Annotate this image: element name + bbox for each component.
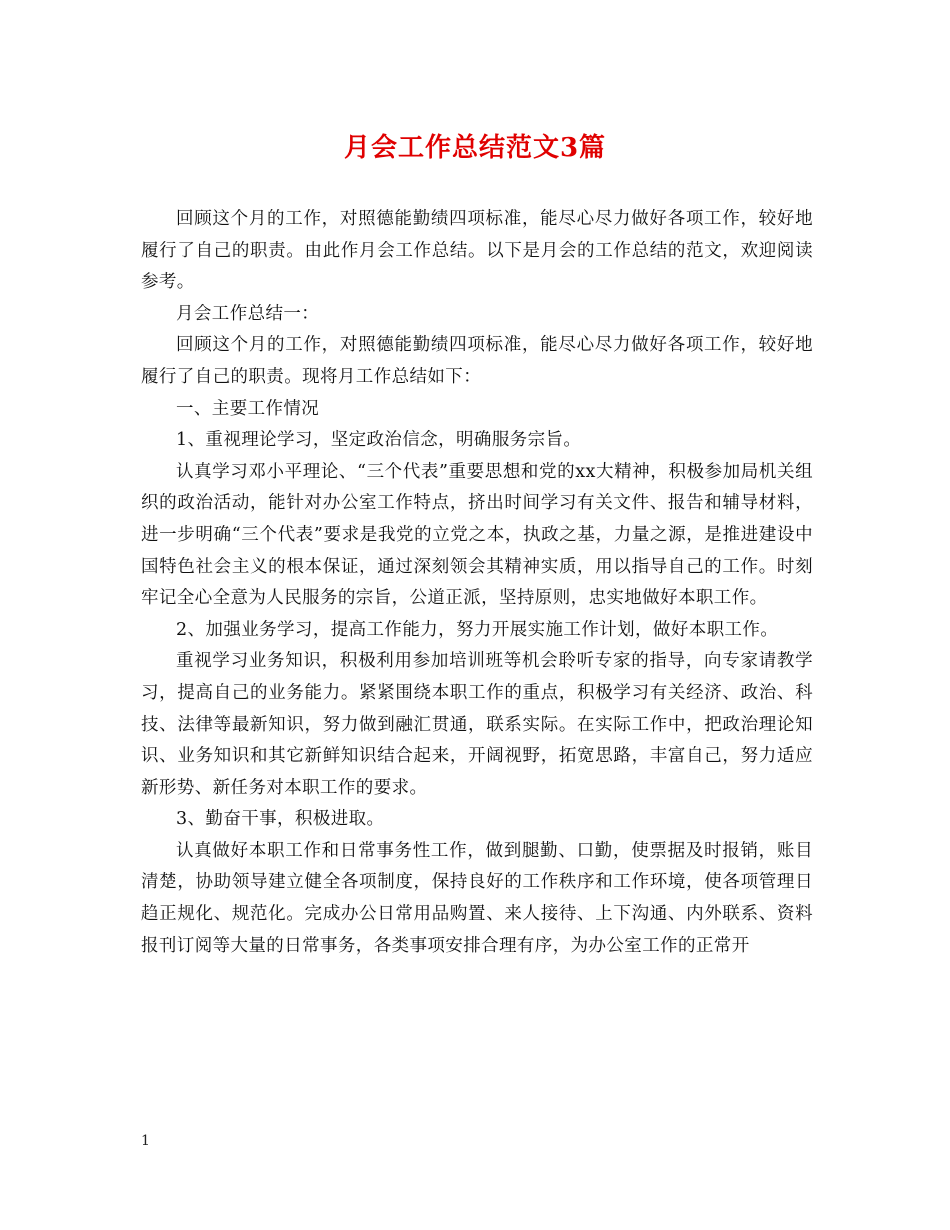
section-heading-summary-one: 月会工作总结一： xyxy=(176,303,320,324)
item-2-paragraph: 重视学习业务知识，积极利用参加培训班等机会聆听专家的指导，向专家请教学习，提高自己的业务能力。紧紧围绕本职工作的重点，积极学习有关经济、政治、科技、法律等最新知识，努力做到融汇贯通，联系实际。在实际工作中，把政治理论知识、业务知识和其它新鲜知识结合起来，开阔视野，拓宽思路，丰富自己，努力适应新形势、新任务对本职工作的要求。 xyxy=(141,651,813,798)
heading-item-2: 2、加强业务学习，提高工作能力，努力开展实施工作计划，做好本职工作。 xyxy=(176,619,779,640)
heading-main-work: 一、主要工作情况 xyxy=(176,398,320,419)
summary-one-intro-paragraph: 回顾这个月的工作，对照德能勤绩四项标准，能尽心尽力做好各项工作，较好地履行了自己的职责。现将月工作总结如下： xyxy=(141,335,813,387)
heading-item-3: 3、勤奋干事，积极进取。 xyxy=(176,809,385,830)
heading-item-1: 1、重视理论学习，坚定政治信念，明确服务宗旨。 xyxy=(176,430,582,451)
document-body xyxy=(141,204,813,962)
document-title: 月会工作总结范文3篇 xyxy=(343,133,607,163)
intro-paragraph: 回顾这个月的工作，对照德能勤绩四项标准，能尽心尽力做好各项工作，较好地履行了自己的职责。由此作月会工作总结。以下是月会的工作总结的范文，欢迎阅读参考。 xyxy=(141,209,813,293)
page-number: 1 xyxy=(141,1133,150,1149)
item-1-paragraph: 认真学习邓小平理论、“三个代表”重要思想和党的xx大精神，积极参加局机关组织的政治活动，能针对办公室工作特点，挤出时间学习有关文件、报告和辅导材料，进一步明确“三个代表”要求是我党的立党之本，执政之基，力量之源，是推进建设中国特色社会主义的根本保证，通过深刻领会其精神实质，用以指导自己的工作。时刻牢记全心全意为人民服务的宗旨，公道正派，坚持原则，忠实地做好本职工作。 xyxy=(141,461,813,609)
item-3-paragraph: 认真做好本职工作和日常事务性工作，做到腿勤、口勤，使票据及时报销，账目清楚，协助领导建立健全各项制度，保持良好的工作秩序和工作环境，使各项管理日趋正规化、规范化。完成办公日常用品购置、来人接待、上下沟通、内外联系、资料报刊订阅等大量的日常事务，各类事项安排合理有序，为办公室工作的正常开 xyxy=(141,840,813,956)
